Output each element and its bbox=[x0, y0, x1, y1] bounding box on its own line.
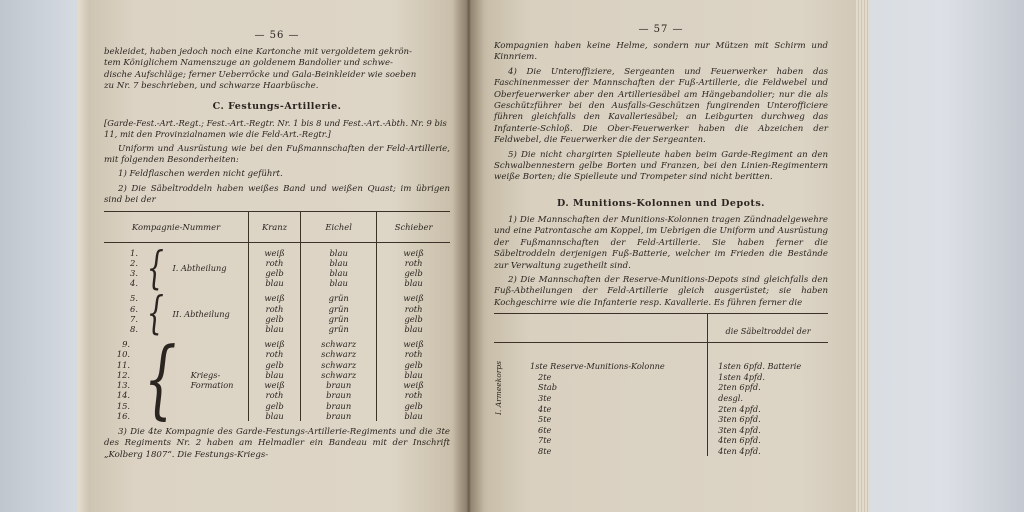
column-header: die Säbeltroddel der bbox=[708, 314, 828, 343]
brace-icon: { bbox=[146, 240, 164, 294]
eichel-cell: grün bbox=[301, 304, 377, 314]
group-name: Kriegs-Formation bbox=[190, 369, 234, 391]
saebeltroddel-cell: 3ten 6pfd. bbox=[708, 414, 828, 425]
eichel-cell: braun bbox=[301, 411, 377, 421]
schieber-cell: weiß bbox=[377, 339, 450, 349]
eichel-cell: schwarz bbox=[301, 370, 377, 380]
page-number: — 57 — bbox=[638, 24, 684, 35]
number-column bbox=[108, 339, 130, 421]
schieber-cell: blau bbox=[377, 370, 450, 380]
saebeltroddel-cell: 4ten 6pfd. bbox=[708, 435, 828, 446]
kranz-cell: gelb bbox=[249, 401, 301, 411]
kranz-cell: roth bbox=[249, 304, 301, 314]
table-row bbox=[494, 425, 828, 436]
page-number: — 56 — bbox=[254, 30, 300, 41]
eichel-cell: grün bbox=[301, 314, 377, 324]
kompagnie-number: 3. bbox=[130, 268, 138, 279]
body-text bbox=[104, 144, 450, 207]
text-line: bekleidet, haben jedoch noch eine Kartonche mit vergoldetem gekrön- bbox=[104, 47, 412, 57]
schieber-cell: roth bbox=[377, 258, 450, 268]
intro-text bbox=[104, 47, 450, 93]
saebeltroddel-cell: desgl. bbox=[708, 393, 828, 404]
group-block bbox=[108, 240, 244, 294]
column-header-empty bbox=[494, 314, 708, 343]
schieber-cell: weiß bbox=[377, 248, 450, 258]
schieber-cell: gelb bbox=[377, 314, 450, 324]
kranz-cell: gelb bbox=[249, 360, 301, 370]
table-row bbox=[494, 361, 828, 372]
saebeltroddel-cell: 4ten 4pfd. bbox=[708, 446, 828, 457]
kompagnie-number: 2. bbox=[130, 257, 138, 268]
paragraph: 4) Die Unteroffiziere, Sergeanten und Feuerwerker haben das Faschinenmesser der Mannschaften der Fuß-Artillerie, die Feldwebel und Oberfeuerwerker aber den Artilleriesäbel am Hängebandolier; nur die als Geschützführer bei den Ausfalls-Geschützen fungirenden Unterofficiere führen gleichfalls den Kavalleriesäbel; an Leibgurten durchweg das Infanterie-Schloß. Die Ober-Feuerwerker haben die Abzeichen der Feldwebel, die Feuerwerker die der Sergeanten. bbox=[494, 66, 828, 146]
kolonne-cell: 5te bbox=[538, 414, 552, 425]
schieber-cell: roth bbox=[377, 304, 450, 314]
group-name: II. Abtheilung bbox=[172, 308, 230, 319]
left-page-edge bbox=[78, 0, 90, 512]
kolonne-cell: Stab bbox=[538, 382, 558, 393]
schieber-cell: gelb bbox=[377, 401, 450, 411]
kompagnie-cell bbox=[104, 330, 249, 430]
kranz-cell: weiß bbox=[249, 293, 301, 303]
footer-text bbox=[104, 427, 450, 461]
kompagnie-cell bbox=[104, 240, 249, 294]
kranz-cell: blau bbox=[249, 324, 301, 334]
eichel-cell: schwarz bbox=[301, 339, 377, 349]
text-line: tem Königlichem Namenszuge an goldenem Bandolier und schwe- bbox=[104, 58, 393, 69]
paragraph: Uniform und Ausrüstung wie bei den Fußmannschaften der Feld-Artillerie, mit folgenden Besonderheiten: bbox=[104, 143, 450, 166]
schieber-cell: roth bbox=[377, 390, 450, 400]
table-body bbox=[104, 240, 450, 430]
kranz-cell: roth bbox=[249, 390, 301, 400]
column-header: Kranz bbox=[249, 211, 301, 242]
table-row bbox=[494, 382, 828, 393]
table-row bbox=[494, 393, 828, 404]
kranz-cell: blau bbox=[249, 411, 301, 421]
paragraph: 2) Die Säbeltroddeln haben weißes Band und weißen Quast; im übrigen sind bei der bbox=[104, 183, 450, 206]
number-column bbox=[108, 293, 138, 334]
armeekorps-label: I. Armeekorps bbox=[494, 361, 503, 416]
kranz-cell: weiß bbox=[249, 339, 301, 349]
kompagnie-number: 10. bbox=[116, 349, 131, 360]
brace-icon: { bbox=[146, 286, 164, 340]
eichel-cell: blau bbox=[301, 268, 377, 278]
group-name: I. Abtheilung bbox=[172, 262, 227, 273]
schieber-cell: blau bbox=[377, 411, 450, 421]
kranz-cell: roth bbox=[249, 258, 301, 268]
table-row bbox=[494, 372, 828, 383]
table-row bbox=[494, 404, 828, 415]
open-book bbox=[78, 0, 868, 512]
group-block bbox=[108, 330, 244, 430]
kolonne-cell: 6te bbox=[538, 424, 552, 435]
kranz-cell: blau bbox=[249, 370, 301, 380]
kompagnie-number: 12. bbox=[116, 369, 131, 380]
kolonnen-table bbox=[494, 313, 828, 456]
kompagnie-number: 16. bbox=[116, 410, 131, 421]
right-page-edges bbox=[856, 0, 870, 512]
eichel-cell: blau bbox=[301, 248, 377, 258]
schieber-cell: weiß bbox=[377, 380, 450, 390]
kolonne-cell: 8te bbox=[538, 445, 552, 456]
kranz-cell: weiß bbox=[249, 380, 301, 390]
paragraph: 3) Die 4te Kompagnie des Garde-Festungs-Artillerie-Regiments und die 3te des Regiments Nr. 2 haben am Helmadler ein Bandeau mit der Inschrift „Kolberg 1807“. Die Festungs-Kriegs- bbox=[104, 426, 450, 460]
column-header: Schieber bbox=[377, 211, 450, 242]
group-block bbox=[108, 286, 244, 340]
eichel-cell: schwarz bbox=[301, 349, 377, 359]
table-row bbox=[494, 446, 828, 457]
schieber-cell: blau bbox=[377, 278, 450, 288]
saebeltroddel-cell: 2ten 6pfd. bbox=[708, 382, 828, 393]
kompagnie-number: 15. bbox=[116, 400, 131, 411]
schieber-cell: weiß bbox=[377, 293, 450, 303]
column-header: Kompagnie-Nummer bbox=[104, 211, 249, 242]
eichel-cell: braun bbox=[301, 401, 377, 411]
troddel-table bbox=[104, 211, 450, 430]
table-header-row bbox=[104, 211, 450, 242]
kranz-cell: blau bbox=[249, 278, 301, 288]
eichel-cell: braun bbox=[301, 380, 377, 390]
table-row bbox=[104, 293, 450, 303]
kranz-cell: gelb bbox=[249, 314, 301, 324]
kompagnie-number: 9. bbox=[122, 339, 131, 350]
kompagnie-cell bbox=[104, 286, 249, 340]
kompagnie-number: 7. bbox=[130, 313, 138, 324]
kranz-cell: weiß bbox=[249, 248, 301, 258]
kompagnie-number: 14. bbox=[116, 390, 131, 401]
table-header-row bbox=[494, 314, 828, 343]
paragraph: 5) Die nicht chargirten Spielleute haben beim Garde-Regiment an den Schwalbennestern gelbe Borten und Franzen, bei den Linien-Regimentern weiße Borten; die Spielleute und Trompeter sind nicht beritten. bbox=[494, 149, 828, 183]
group-spacer bbox=[494, 343, 828, 362]
paragraph: Kompagnien haben keine Helme, sondern nur Mützen mit Schirm und Kinnriem. bbox=[494, 41, 828, 63]
schieber-cell: gelb bbox=[377, 360, 450, 370]
book-gutter bbox=[452, 0, 484, 512]
kolonne-cell: 3te bbox=[538, 392, 552, 403]
kompagnie-number: 13. bbox=[116, 380, 131, 391]
eichel-cell: grün bbox=[301, 324, 377, 334]
body-text bbox=[494, 215, 828, 309]
kompagnie-number: 4. bbox=[130, 278, 138, 289]
kompagnie-number: 6. bbox=[130, 303, 138, 314]
saebeltroddel-cell: 3ten 4pfd. bbox=[708, 425, 828, 436]
paragraph: 1) Feldflaschen werden nicht geführt. bbox=[118, 169, 283, 180]
table-body bbox=[494, 343, 828, 457]
table-row bbox=[494, 414, 828, 425]
kompagnie-number: 11. bbox=[116, 359, 131, 370]
text-line: zu Nr. 7 beschrieben, und schwarze Haarbüsche. bbox=[104, 81, 319, 92]
eichel-cell: blau bbox=[301, 278, 377, 288]
section-heading: D. Munitions-Kolonnen und Depots. bbox=[557, 197, 765, 209]
kolonne-cell: 1ste Reserve-Munitions-Kolonne bbox=[530, 361, 665, 372]
eichel-cell: grün bbox=[301, 293, 377, 303]
schieber-cell: gelb bbox=[377, 268, 450, 278]
kranz-cell: gelb bbox=[249, 268, 301, 278]
kolonne-cell: 2te bbox=[538, 371, 552, 382]
kompagnie-number: 1. bbox=[130, 247, 138, 258]
kranz-cell: roth bbox=[249, 349, 301, 359]
text-line: dische Aufschläge; ferner Ueberröcke und Gala-Beinkleider wie soeben bbox=[104, 69, 417, 80]
paragraph: 1) Die Mannschaften der Munitions-Kolonnen tragen Zündnadelgewehre und eine Patrontasche am Koppel, im Uebrigen die Uniform und Ausrüstung der Fußmannschaften der Feld-Artillerie. Sie haben ferner die Säbeltroddeln derjenigen Fuß-Batterie, welcher im Frieden die Bestände zur Verwaltung zugetheilt sind. bbox=[494, 214, 828, 271]
column-header: Eichel bbox=[301, 211, 377, 242]
left-page bbox=[90, 0, 468, 512]
number-column bbox=[108, 248, 138, 289]
saebeltroddel-cell: 2ten 4pfd. bbox=[708, 404, 828, 415]
brace-icon: { bbox=[143, 330, 177, 430]
paragraph: 2) Die Mannschaften der Reserve-Munitions-Depots sind gleichfalls den Fuß-Abtheilungen der Feld-Artillerie gleich ausgerüstet; sie haben Kochgeschirre wie die Infanterie resp. Kavallerie. Es führen ferner die bbox=[494, 274, 828, 308]
kolonne-cell: 7te bbox=[538, 435, 552, 446]
kolonne-cell: 4te bbox=[538, 403, 552, 414]
eichel-cell: blau bbox=[301, 258, 377, 268]
body-text bbox=[494, 41, 828, 184]
saebeltroddel-cell: 1sten 6pfd. Batterie bbox=[708, 361, 828, 372]
section-heading: C. Festungs-Artillerie. bbox=[212, 100, 342, 112]
table-row bbox=[104, 339, 450, 349]
eichel-cell: schwarz bbox=[301, 360, 377, 370]
eichel-cell: braun bbox=[301, 390, 377, 400]
kompagnie-number: 5. bbox=[130, 293, 138, 304]
bracket-note: [Garde-Fest.-Art.-Regt.; Fest.-Art.-Regtr. Nr. 1 bis 8 und Fest.-Art.-Abth. Nr. 9 bis 11, mit den Provinzialnamen wie die Feld-Art.-Regtr.] bbox=[104, 117, 447, 139]
table-row bbox=[494, 435, 828, 446]
saebeltroddel-cell: 1sten 4pfd. bbox=[708, 372, 828, 383]
armeekorps-label-cell bbox=[494, 361, 508, 456]
schieber-cell: roth bbox=[377, 349, 450, 359]
kompagnie-number: 8. bbox=[130, 324, 138, 335]
table-row bbox=[104, 248, 450, 258]
schieber-cell: blau bbox=[377, 324, 450, 334]
right-page bbox=[468, 0, 856, 512]
